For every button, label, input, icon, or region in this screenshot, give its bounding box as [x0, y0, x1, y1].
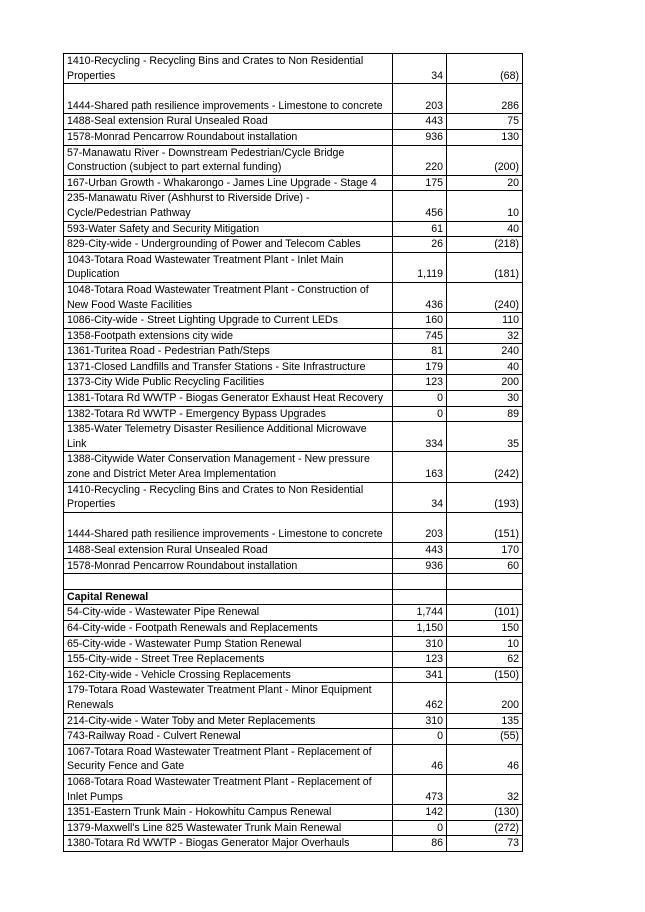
table-row	[64, 836, 523, 852]
project-description: 1381-Totara Rd WWTP - Biogas Generator Exhaust Heat Recovery	[64, 391, 393, 407]
value-column-1: 936	[393, 129, 447, 145]
project-description: 179-Totara Road Wastewater Treatment Plant - Minor Equipment Renewals	[64, 683, 393, 713]
table-row	[64, 54, 523, 84]
table-row	[64, 820, 523, 836]
value-column-1: 0	[393, 406, 447, 422]
project-description	[64, 574, 393, 590]
project-description: 1068-Totara Road Wastewater Treatment Plant - Replacement of Inlet Pumps	[64, 774, 393, 804]
value-column-1	[393, 589, 447, 605]
table-row	[64, 422, 523, 452]
value-column-2: (150)	[447, 667, 523, 683]
table-row	[64, 713, 523, 729]
table-row	[64, 406, 523, 422]
value-column-1: 34	[393, 54, 447, 84]
value-column-2: 32	[447, 774, 523, 804]
value-column-2: (68)	[447, 54, 523, 84]
value-column-1: 142	[393, 805, 447, 821]
value-column-1: 310	[393, 636, 447, 652]
value-column-1	[393, 574, 447, 590]
project-description: 1444-Shared path resilience improvements - Limestone to concrete	[64, 84, 393, 114]
project-description: 155-City-wide - Street Tree Replacements	[64, 652, 393, 668]
table-row	[64, 145, 523, 175]
value-column-1: 46	[393, 744, 447, 774]
table-row	[64, 667, 523, 683]
table-row	[64, 636, 523, 652]
table-row	[64, 652, 523, 668]
project-description: 1358-Footpath extensions city wide	[64, 328, 393, 344]
value-column-1: 220	[393, 145, 447, 175]
value-column-2: 60	[447, 558, 523, 574]
project-description: 1351-Eastern Trunk Main - Hokowhitu Campus Renewal	[64, 805, 393, 821]
project-description: 1048-Totara Road Wastewater Treatment Plant - Construction of New Food Waste Facilities	[64, 282, 393, 312]
table-row	[64, 282, 523, 312]
table-row	[64, 375, 523, 391]
table-row	[64, 729, 523, 745]
value-column-1: 0	[393, 391, 447, 407]
table-row	[64, 328, 523, 344]
value-column-2: 150	[447, 620, 523, 636]
value-column-1: 1,119	[393, 252, 447, 282]
table-row	[64, 129, 523, 145]
value-column-2: (130)	[447, 805, 523, 821]
table-row	[64, 543, 523, 559]
project-description: 65-City-wide - Wastewater Pump Station Renewal	[64, 636, 393, 652]
value-column-2: 240	[447, 344, 523, 360]
value-column-1: 936	[393, 558, 447, 574]
project-description: 57-Manawatu River - Downstream Pedestrian/Cycle Bridge Construction (subject to part external funding)	[64, 145, 393, 175]
value-column-1: 203	[393, 84, 447, 114]
value-column-2: 286	[447, 84, 523, 114]
value-column-2: 40	[447, 221, 523, 237]
value-column-2: 135	[447, 713, 523, 729]
table-row	[64, 774, 523, 804]
project-description: 1379-Maxwell's Line 825 Wastewater Trunk Main Renewal	[64, 820, 393, 836]
table-row	[64, 558, 523, 574]
project-description: 1361-Turitea Road - Pedestrian Path/Steps	[64, 344, 393, 360]
value-column-1: 81	[393, 344, 447, 360]
value-column-2: (55)	[447, 729, 523, 745]
value-column-2: 89	[447, 406, 523, 422]
table-row	[64, 605, 523, 621]
value-column-1: 34	[393, 482, 447, 512]
value-column-2: 32	[447, 328, 523, 344]
value-column-2: (242)	[447, 452, 523, 482]
table-row	[64, 744, 523, 774]
spacer-row	[64, 574, 523, 590]
value-column-1: 179	[393, 359, 447, 375]
value-column-2: (101)	[447, 605, 523, 621]
project-description: 64-City-wide - Footpath Renewals and Replacements	[64, 620, 393, 636]
value-column-2: (181)	[447, 252, 523, 282]
value-column-2: (200)	[447, 145, 523, 175]
value-column-1: 123	[393, 652, 447, 668]
value-column-1: 1,150	[393, 620, 447, 636]
project-description: 1086-City-wide - Street Lighting Upgrade to Current LEDs	[64, 313, 393, 329]
table-row	[64, 175, 523, 191]
value-column-1: 473	[393, 774, 447, 804]
value-column-2: 20	[447, 175, 523, 191]
project-description: 235-Manawatu River (Ashhurst to Riverside Drive) - Cycle/Pedestrian Pathway	[64, 191, 393, 221]
table-row	[64, 359, 523, 375]
table-row	[64, 344, 523, 360]
table-row	[64, 512, 523, 542]
table-row	[64, 191, 523, 221]
project-description: 1388-Citywide Water Conservation Management - New pressure zone and District Meter Area Implementation	[64, 452, 393, 482]
project-description: 1578-Monrad Pencarrow Roundabout installation	[64, 129, 393, 145]
value-column-2: (151)	[447, 512, 523, 542]
value-column-2: (218)	[447, 237, 523, 253]
project-description: 1043-Totara Road Wastewater Treatment Plant - Inlet Main Duplication	[64, 252, 393, 282]
value-column-1: 456	[393, 191, 447, 221]
value-column-2: 110	[447, 313, 523, 329]
value-column-1: 0	[393, 729, 447, 745]
project-description: 1373-City Wide Public Recycling Facilities	[64, 375, 393, 391]
value-column-2: (272)	[447, 820, 523, 836]
value-column-1: 443	[393, 543, 447, 559]
project-description: 1382-Totara Rd WWTP - Emergency Bypass Upgrades	[64, 406, 393, 422]
value-column-1: 86	[393, 836, 447, 852]
value-column-2	[447, 589, 523, 605]
project-description: 593-Water Safety and Security Mitigation	[64, 221, 393, 237]
value-column-1: 745	[393, 328, 447, 344]
project-description: 167-Urban Growth - Whakarongo - James Line Upgrade - Stage 4	[64, 175, 393, 191]
section-header-row	[64, 589, 523, 605]
value-column-1: 436	[393, 282, 447, 312]
value-column-1: 26	[393, 237, 447, 253]
value-column-2: 73	[447, 836, 523, 852]
project-description: 1371-Closed Landfills and Transfer Stations - Site Infrastructure	[64, 359, 393, 375]
table-row	[64, 452, 523, 482]
value-column-1: 310	[393, 713, 447, 729]
value-column-2: 40	[447, 359, 523, 375]
value-column-2	[447, 574, 523, 590]
value-column-1: 443	[393, 114, 447, 130]
value-column-1: 160	[393, 313, 447, 329]
section-title: Capital Renewal	[64, 589, 393, 605]
value-column-1: 334	[393, 422, 447, 452]
project-description: 1488-Seal extension Rural Unsealed Road	[64, 114, 393, 130]
value-column-1: 175	[393, 175, 447, 191]
value-column-2: 170	[447, 543, 523, 559]
table-row	[64, 482, 523, 512]
value-column-1: 61	[393, 221, 447, 237]
project-description: 1385-Water Telemetry Disaster Resilience Additional Microwave Link	[64, 422, 393, 452]
value-column-2: 35	[447, 422, 523, 452]
project-description: 1067-Totara Road Wastewater Treatment Plant - Replacement of Security Fence and Gate	[64, 744, 393, 774]
value-column-1: 1,744	[393, 605, 447, 621]
table-row	[64, 221, 523, 237]
value-column-1: 462	[393, 683, 447, 713]
project-description: 1488-Seal extension Rural Unsealed Road	[64, 543, 393, 559]
value-column-2: 130	[447, 129, 523, 145]
value-column-1: 163	[393, 452, 447, 482]
value-column-1: 341	[393, 667, 447, 683]
project-description: 1410-Recycling - Recycling Bins and Crates to Non Residential Properties	[64, 482, 393, 512]
value-column-2: (240)	[447, 282, 523, 312]
project-description: 54-City-wide - Wastewater Pipe Renewal	[64, 605, 393, 621]
project-description: 1444-Shared path resilience improvements - Limestone to concrete	[64, 512, 393, 542]
project-description: 1578-Monrad Pencarrow Roundabout installation	[64, 558, 393, 574]
value-column-2: 200	[447, 683, 523, 713]
table-row	[64, 252, 523, 282]
project-description: 743-Railway Road - Culvert Renewal	[64, 729, 393, 745]
value-column-1: 203	[393, 512, 447, 542]
table-row	[64, 84, 523, 114]
project-description: 214-City-wide - Water Toby and Meter Replacements	[64, 713, 393, 729]
value-column-2: 10	[447, 636, 523, 652]
table-row	[64, 313, 523, 329]
value-column-2: 46	[447, 744, 523, 774]
value-column-2: 62	[447, 652, 523, 668]
table-row	[64, 620, 523, 636]
table-row	[64, 114, 523, 130]
table-row	[64, 391, 523, 407]
project-description: 829-City-wide - Undergrounding of Power and Telecom Cables	[64, 237, 393, 253]
budget-table-body	[64, 54, 523, 852]
project-description: 1380-Totara Rd WWTP - Biogas Generator Major Overhauls	[64, 836, 393, 852]
project-description: 1410-Recycling - Recycling Bins and Crates to Non Residential Properties	[64, 54, 393, 84]
table-row	[64, 237, 523, 253]
budget-table	[63, 53, 523, 852]
project-description: 162-City-wide - Vehicle Crossing Replacements	[64, 667, 393, 683]
value-column-1: 123	[393, 375, 447, 391]
table-row	[64, 805, 523, 821]
table-row	[64, 683, 523, 713]
value-column-2: 10	[447, 191, 523, 221]
value-column-2: (193)	[447, 482, 523, 512]
value-column-2: 75	[447, 114, 523, 130]
value-column-2: 200	[447, 375, 523, 391]
value-column-2: 30	[447, 391, 523, 407]
value-column-1: 0	[393, 820, 447, 836]
